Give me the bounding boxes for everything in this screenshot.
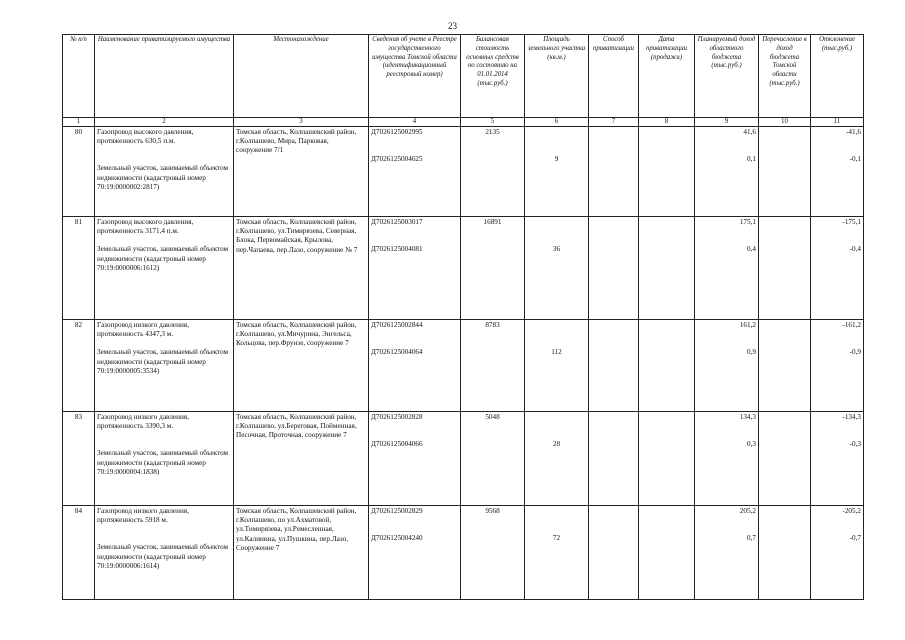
location-cell: Томская область, Колпашевский район, г.Колпашево, ул.Тимирязева, Северная, Блока, Первомайская, Крылова, пер.Чапаева, пер.Лазо, сооружение № 7 xyxy=(234,217,369,320)
location-cell: Томская область, Колпашевский район, г.Колпашево, ул.Мичурина, Энгельса, Кольцова, пер.Фрунзе, сооружение 7 xyxy=(234,320,369,412)
column-number: 6 xyxy=(525,118,589,127)
registry-cell xyxy=(369,127,461,217)
transferred-amount xyxy=(759,506,811,600)
registry-number: Д7026125002844 xyxy=(371,321,423,329)
privatization-method xyxy=(589,412,639,506)
land-plot-name: Земельный участок, занимаемый объектом недвижимости (кадастровый номер 70:19:0000002:2817) xyxy=(97,164,229,191)
land-area: 28 xyxy=(552,440,561,448)
column-number: 11 xyxy=(811,118,864,127)
deviation: -175,1 xyxy=(842,218,861,226)
location-cell: Томская область, Колпашевский район, г.Колпашево, Мира, Парковая, сооружение 7/1 xyxy=(234,127,369,217)
registry-cell xyxy=(369,217,461,320)
planned-income-land: 0,1 xyxy=(747,155,756,164)
column-header: Площадь земельного участка (кв.м.) xyxy=(525,35,589,118)
planned-income: 134,3 xyxy=(739,413,756,421)
privatization-date xyxy=(639,506,695,600)
planned-income-cell xyxy=(695,320,759,412)
registry-number-land: Д7026125004064 xyxy=(371,348,423,357)
table-row xyxy=(63,320,864,412)
column-number: 3 xyxy=(234,118,369,127)
row-number: 82 xyxy=(63,320,95,412)
transferred-amount xyxy=(759,217,811,320)
land-area: 72 xyxy=(552,534,561,542)
property-name-cell xyxy=(95,320,234,412)
planned-income-cell xyxy=(695,127,759,217)
transferred-amount xyxy=(759,412,811,506)
deviation-cell xyxy=(811,412,864,506)
planned-income: 161,2 xyxy=(739,321,756,329)
deviation-land: -0,9 xyxy=(849,348,861,357)
land-area-cell xyxy=(525,412,589,506)
column-header: Наименование приватизируемого имущества xyxy=(95,35,234,118)
planned-income-cell xyxy=(695,412,759,506)
privatization-date xyxy=(639,127,695,217)
registry-number-land: Д7026125004066 xyxy=(371,440,423,449)
deviation: -205,2 xyxy=(842,507,861,515)
planned-income-land: 0,4 xyxy=(747,245,756,254)
privatization-date xyxy=(639,412,695,506)
deviation-cell xyxy=(811,127,864,217)
column-number: 4 xyxy=(369,118,461,127)
deviation-land: -0,3 xyxy=(849,440,861,449)
column-number: 2 xyxy=(95,118,234,127)
land-area: 36 xyxy=(552,245,561,253)
land-area: 9 xyxy=(554,155,559,163)
property-name: Газопровод низкого давления, протяженность 3390,3 м. xyxy=(97,413,189,431)
land-plot-name: Земельный участок, занимаемый объектом недвижимости (кадастровый номер 70:19:0000005:3534) xyxy=(97,348,229,375)
planned-income-cell xyxy=(695,506,759,600)
deviation: -161,2 xyxy=(842,321,861,329)
registry-number: Д7026125002828 xyxy=(371,413,423,421)
land-area-cell xyxy=(525,506,589,600)
column-header: Перечисление в доход бюджета Томской области (тыс.руб.) xyxy=(759,35,811,118)
deviation-land: -0,4 xyxy=(849,245,861,254)
column-header: Дата приватизации (продажи) xyxy=(639,35,695,118)
location-cell: Томская область, Колпашевский район, г.Колпашево, по ул.Ахматовой, ул.Тимирязева, ул.Ремесленная, ул.Калинина, ул.Пушкина, пер.Лазо, Сооружение 7 xyxy=(234,506,369,600)
deviation-land: -0,1 xyxy=(849,155,861,164)
column-header: № п/п xyxy=(63,35,95,118)
table-row xyxy=(63,217,864,320)
land-plot-name: Земельный участок, занимаемый объектом недвижимости (кадастровый номер 70:19:0000006:1614) xyxy=(97,543,229,570)
planned-income-land: 0,9 xyxy=(747,348,756,357)
deviation-cell xyxy=(811,320,864,412)
column-number: 8 xyxy=(639,118,695,127)
property-name: Газопровод высокого давления, протяженность 3171,4 п.м. xyxy=(97,218,194,236)
table-row xyxy=(63,506,864,600)
registry-number: Д7026125002995 xyxy=(371,128,423,136)
privatization-date xyxy=(639,217,695,320)
property-name-cell xyxy=(95,217,234,320)
header-row xyxy=(63,35,864,118)
registry-number-land: Д7026125004081 xyxy=(371,245,423,254)
privatization-method xyxy=(589,217,639,320)
table-row xyxy=(63,127,864,217)
registry-cell xyxy=(369,412,461,506)
deviation: -41,6 xyxy=(846,128,861,136)
book-value: 2135 xyxy=(461,127,525,217)
property-name-cell xyxy=(95,127,234,217)
deviation-cell xyxy=(811,506,864,600)
book-value: 5048 xyxy=(461,412,525,506)
location-cell: Томская область, Колпашевский район, г.Колпашево, ул.Береговая, Пойменная, Песочная, Проточная, сооружение 7 xyxy=(234,412,369,506)
registry-number-land: Д7026125004625 xyxy=(371,155,423,164)
column-number-row xyxy=(63,118,864,127)
planned-income-land: 0,7 xyxy=(747,534,756,543)
privatization-table xyxy=(62,34,864,600)
registry-number: Д7026125003017 xyxy=(371,218,423,226)
registry-cell xyxy=(369,506,461,600)
land-area: 112 xyxy=(551,348,562,356)
column-header: Планируемый доход областного бюджета (тыс.руб.) xyxy=(695,35,759,118)
planned-income-cell xyxy=(695,217,759,320)
row-number: 83 xyxy=(63,412,95,506)
column-number: 1 xyxy=(63,118,95,127)
planned-income: 205,2 xyxy=(739,507,756,515)
table-row xyxy=(63,412,864,506)
row-number: 84 xyxy=(63,506,95,600)
registry-number: Д7026125002829 xyxy=(371,507,423,515)
column-number: 9 xyxy=(695,118,759,127)
privatization-method xyxy=(589,320,639,412)
registry-cell xyxy=(369,320,461,412)
privatization-method xyxy=(589,506,639,600)
land-area-cell xyxy=(525,217,589,320)
column-header: Сведения об учете в Реестре государственного имущества Томской области (идентификационный реестровый номер) xyxy=(369,35,461,118)
land-area-cell xyxy=(525,320,589,412)
column-number: 10 xyxy=(759,118,811,127)
book-value: 8783 xyxy=(461,320,525,412)
book-value: 16891 xyxy=(461,217,525,320)
land-plot-name: Земельный участок, занимаемый объектом недвижимости (кадастровый номер 70:19:0000004:1838) xyxy=(97,449,229,476)
land-area-cell xyxy=(525,127,589,217)
transferred-amount xyxy=(759,127,811,217)
row-number: 81 xyxy=(63,217,95,320)
property-name-cell xyxy=(95,506,234,600)
column-header: Способ приватизации xyxy=(589,35,639,118)
column-number: 5 xyxy=(461,118,525,127)
property-name-cell xyxy=(95,412,234,506)
property-name: Газопровод низкого давления, протяженность 5918 м. xyxy=(97,507,189,525)
privatization-method xyxy=(589,127,639,217)
column-number: 7 xyxy=(589,118,639,127)
column-header: Балансовая стоимость основных средств по состоянию на 01.01.2014 (тыс.руб.) xyxy=(461,35,525,118)
book-value: 9568 xyxy=(461,506,525,600)
planned-income: 175,1 xyxy=(739,218,756,226)
column-header: Местонахождение xyxy=(234,35,369,118)
property-name: Газопровод высокого давления, протяженность 630,5 п.м. xyxy=(97,128,194,146)
property-name: Газопровод низкого давления, протяженность 4347,3 м. xyxy=(97,321,189,339)
row-number: 80 xyxy=(63,127,95,217)
transferred-amount xyxy=(759,320,811,412)
column-header: Отклонение (тыс.руб.) xyxy=(811,35,864,118)
land-plot-name: Земельный участок, занимаемый объектом недвижимости (кадастровый номер 70:19:0000006:1612) xyxy=(97,245,229,272)
registry-number-land: Д7026125004240 xyxy=(371,534,423,543)
planned-income: 41,6 xyxy=(743,128,756,136)
deviation-land: -0,7 xyxy=(849,534,861,543)
planned-income-land: 0,3 xyxy=(747,440,756,449)
deviation: -134,3 xyxy=(842,413,861,421)
page-number: 23 xyxy=(448,21,457,31)
deviation-cell xyxy=(811,217,864,320)
privatization-date xyxy=(639,320,695,412)
